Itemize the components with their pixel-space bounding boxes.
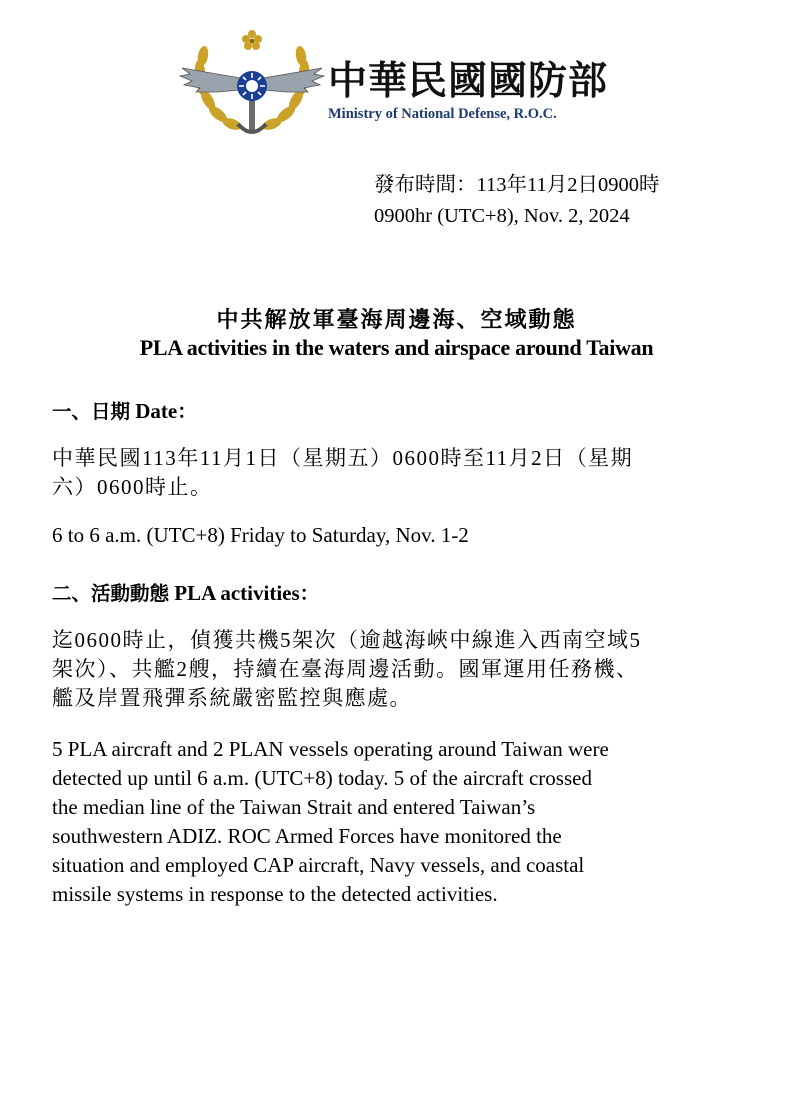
- header-logo-block: [178, 28, 648, 148]
- section-date-zh: [52, 444, 752, 502]
- section-activities-en-line: 5 PLA aircraft and 2 PLAN vessels operating around Taiwan were: [52, 737, 609, 761]
- section-activities-heading: [52, 578, 319, 606]
- section-activities-heading-zh: 二、活動動態: [52, 582, 170, 605]
- section-activities-zh-line: 迄0600時止，偵獲共機5架次（逾越海峽中線進入西南空域5: [52, 628, 642, 652]
- section-date-heading: [52, 396, 197, 424]
- section-activities-heading-colon: ：: [299, 582, 320, 605]
- section-activities-heading-en: PLA activities: [174, 581, 300, 605]
- release-time-en: 0900hr (UTC+8), Nov. 2, 2024: [374, 205, 630, 227]
- section-date-zh-line: 六）0600時止。: [52, 475, 213, 499]
- section-activities-zh-line: 架次）、共艦2艘，持續在臺海周邊活動。國軍運用任務機、: [52, 657, 639, 681]
- section-activities-en-line: detected up until 6 a.m. (UTC+8) today. 5 of the aircraft crossed: [52, 766, 592, 790]
- section-activities-en-line: the median line of the Taiwan Strait and entered Taiwan’s: [52, 795, 536, 819]
- section-date-zh-line: 中華民國113年11月1日（星期五）0600時至11月2日（星期: [52, 446, 634, 470]
- section-activities-en: [52, 735, 772, 909]
- org-name-en: Ministry of National Defense, R.O.C.: [328, 106, 557, 122]
- org-name-zh: 中華民國國防部: [328, 59, 609, 104]
- mnd-emblem-icon: [178, 28, 326, 146]
- section-date-heading-colon: ：: [177, 400, 197, 423]
- section-date-heading-zh: 一、日期: [52, 400, 131, 423]
- page-title-en: PLA activities in the waters and airspace around Taiwan: [139, 335, 654, 360]
- section-activities-en-line: southwestern ADIZ. ROC Armed Forces have monitored the: [52, 824, 562, 848]
- section-activities-en-line: situation and employed CAP aircraft, Navy vessels, and coastal: [52, 853, 585, 877]
- section-date-en: 6 to 6 a.m. (UTC+8) Friday to Saturday, Nov. 1-2: [52, 523, 469, 547]
- section-activities-en-line: missile systems in response to the detected activities.: [52, 882, 498, 906]
- page-title-zh: 中共解放軍臺海周邊海、空域動態: [216, 308, 577, 333]
- section-activities-zh-line: 艦及岸置飛彈系統嚴密監控與應處。: [52, 686, 412, 710]
- section-date-heading-en: Date: [135, 399, 178, 423]
- release-time-zh: 發布時間：113年11月2日0900時: [374, 174, 660, 196]
- release-time: [374, 170, 659, 232]
- section-activities-zh: [52, 626, 752, 713]
